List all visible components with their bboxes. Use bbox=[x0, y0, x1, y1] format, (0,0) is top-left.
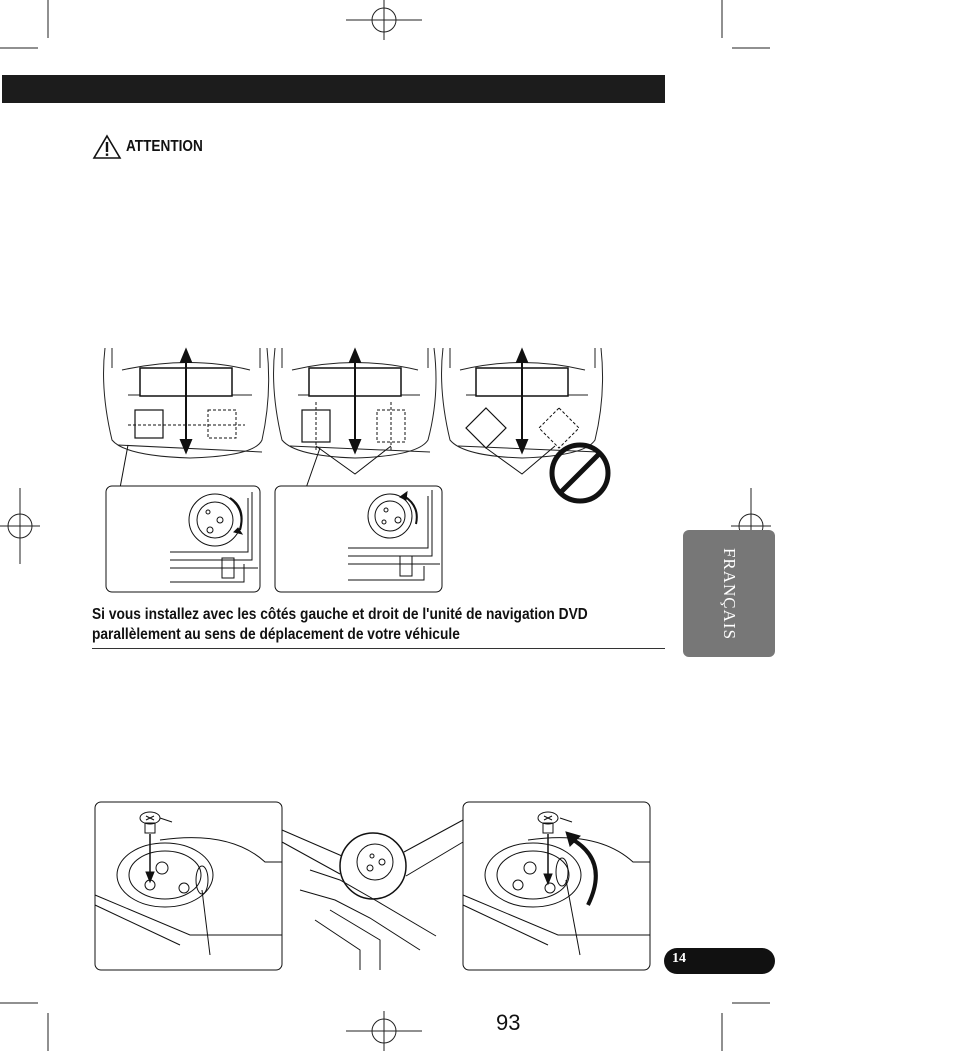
attention-label: ATTENTION bbox=[126, 138, 203, 155]
language-tab-text bbox=[683, 530, 775, 657]
section-page-number: 14 bbox=[672, 951, 686, 966]
detail-panel-after bbox=[463, 802, 650, 970]
section-heading: Si vous installez avec les côtés gauche et droit de l'unité de navigation DVD parallèlement au sens de déplacement de votre véhicule bbox=[92, 606, 588, 643]
page-number: 93 bbox=[496, 1010, 521, 1035]
language-tab-label: FRANÇAIS bbox=[720, 547, 739, 640]
